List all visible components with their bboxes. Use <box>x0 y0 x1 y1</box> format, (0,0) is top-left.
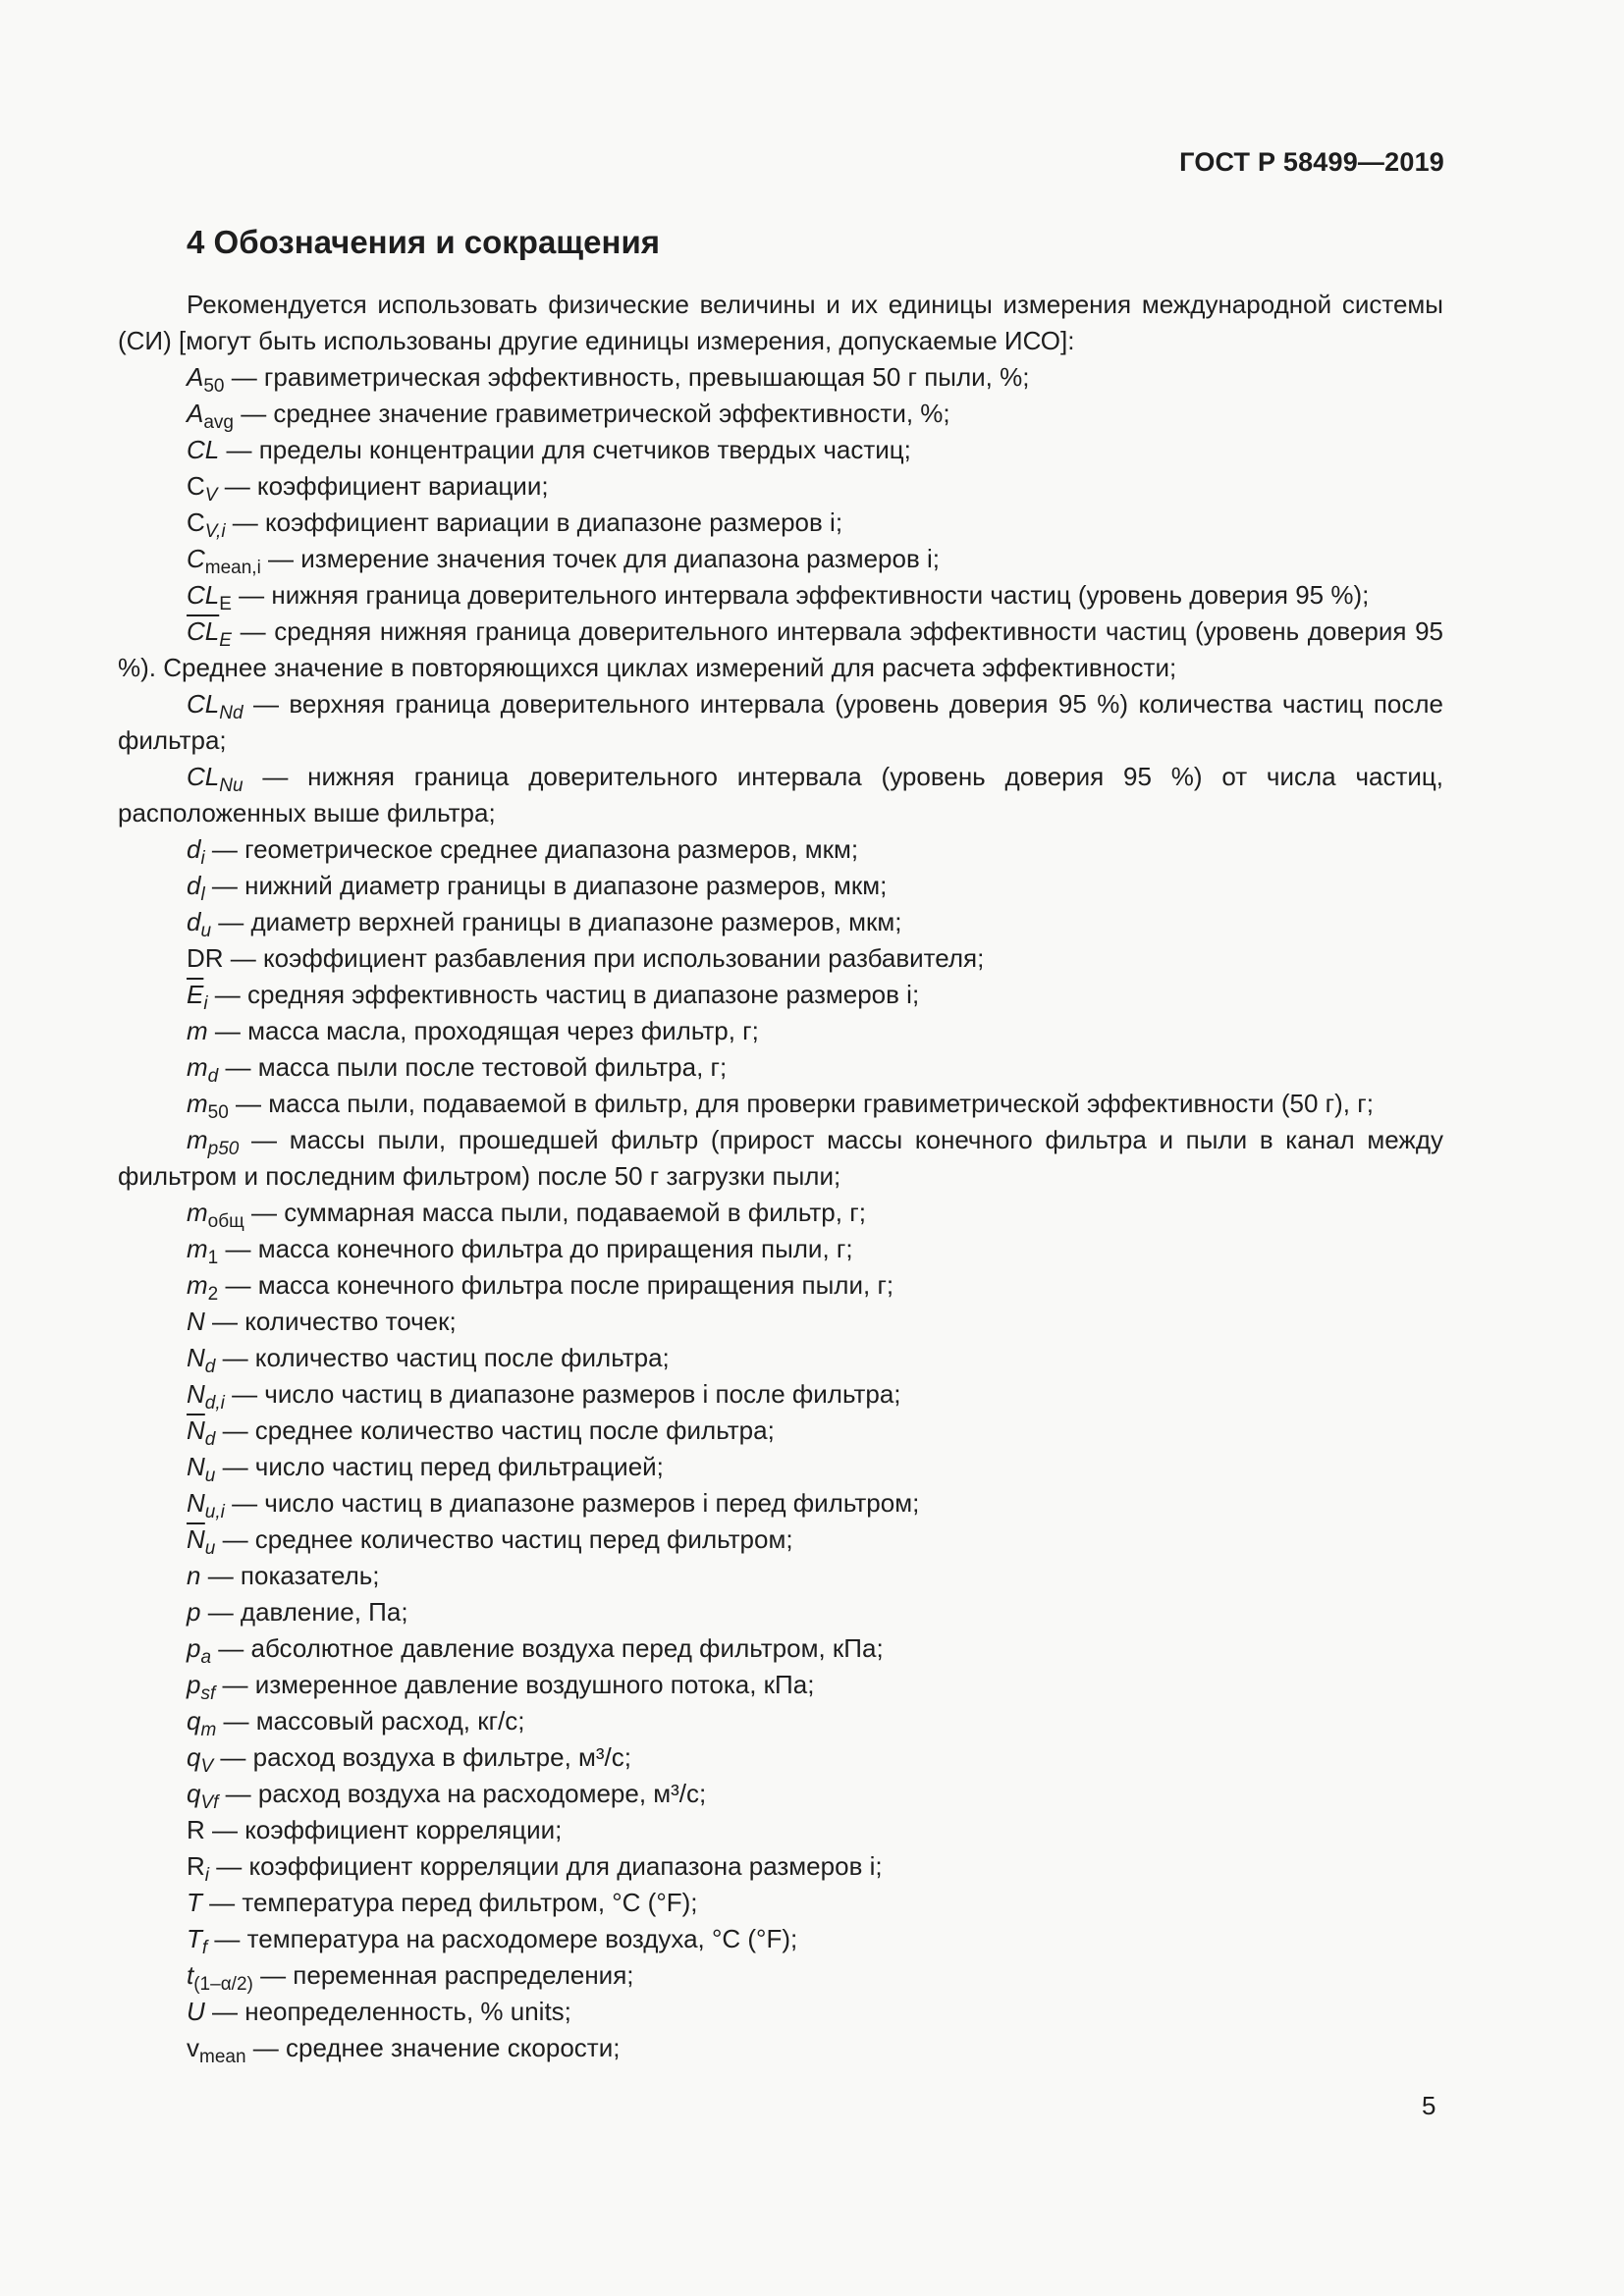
symbol <box>187 1633 212 1668</box>
symbol-subscript: Nu <box>219 775 244 796</box>
symbol <box>187 689 244 723</box>
document-id-header: ГОСТ Р 58499—2019 <box>1179 147 1444 177</box>
symbol-entry <box>118 1304 1443 1340</box>
symbol-entry <box>118 1413 1443 1449</box>
symbol-subscript: mean,i <box>204 558 261 578</box>
symbol <box>187 507 226 542</box>
symbol-description: — количество точек; <box>204 1307 457 1336</box>
symbol-description: — среднее значение гравиметрической эффективности, %; <box>233 399 950 428</box>
symbol-subscript: (1–α/2) <box>193 1974 253 1995</box>
symbol-entry <box>118 1485 1443 1522</box>
symbol-entry <box>118 432 1443 468</box>
symbol-subscript: 50 <box>203 376 225 397</box>
symbol-base: p <box>187 1633 201 1663</box>
symbol-description: — среднее значение скорости; <box>245 2033 621 2062</box>
symbol <box>187 762 244 796</box>
symbol-description: — расход воздуха в фильтре, м³/с; <box>213 1742 632 1772</box>
symbol <box>187 362 225 397</box>
symbol-entry <box>118 1449 1443 1485</box>
symbol-subscript: p50 <box>207 1139 240 1159</box>
symbol-base: m <box>187 1198 208 1227</box>
symbol-base: v <box>187 2033 199 2062</box>
symbol-base: A <box>187 362 204 392</box>
symbol-description: — температура перед фильтром, °C (°F); <box>201 1888 698 1917</box>
symbol-subscript: avg <box>203 412 234 433</box>
symbol-entry <box>118 1013 1443 1049</box>
symbol-subscript: m <box>200 1720 217 1740</box>
symbol-description: — температура на расходомере воздуха, °C (°F); <box>207 1924 798 1953</box>
symbol-description: — диаметр верхней границы в диапазоне размеров, мкм; <box>211 907 902 936</box>
symbol-entry <box>118 1049 1443 1086</box>
symbol-base: R <box>187 1851 205 1881</box>
symbol-entry <box>118 468 1443 505</box>
symbol-base: m <box>187 1125 208 1154</box>
symbol-subscript: f <box>201 1938 208 1958</box>
symbol-entry <box>118 1630 1443 1667</box>
symbol-entry <box>118 1522 1443 1558</box>
symbols-list <box>118 359 1443 2066</box>
symbol-entry <box>118 1376 1443 1413</box>
page-number: 5 <box>1422 2091 1436 2120</box>
symbol-subscript: i <box>200 848 205 869</box>
symbol-subscript: E <box>219 594 232 614</box>
symbol-base: N <box>187 1488 205 1518</box>
symbol-entry <box>118 759 1443 831</box>
symbol-entry <box>118 1848 1443 1885</box>
symbol-subscript: Vf <box>200 1792 219 1813</box>
symbol <box>187 871 205 905</box>
symbol-description: — средняя эффективность частиц в диапазоне размеров i; <box>207 980 920 1009</box>
symbol-base: C <box>187 471 205 501</box>
symbol-entry <box>118 359 1443 396</box>
symbol-entry <box>118 1776 1443 1812</box>
symbol-description: — геометрическое среднее диапазона размеров, мкм; <box>204 834 859 864</box>
symbol-base: $\overline{N}$ <box>187 1524 205 1554</box>
symbol-entry <box>118 1921 1443 1957</box>
symbol <box>187 1052 219 1087</box>
symbol-base: m <box>187 1270 208 1300</box>
symbol-description: — суммарная масса пыли, подаваемой в фильтр, г; <box>244 1198 866 1227</box>
symbol-subscript: V <box>200 1756 214 1777</box>
symbol-base: N <box>187 1343 205 1372</box>
symbol-base: CL <box>187 435 220 464</box>
symbol-subscript: d <box>207 1066 219 1087</box>
symbol <box>187 1997 205 2026</box>
symbol <box>187 1198 244 1232</box>
symbol-base: $\overline{E}$ <box>187 980 204 1009</box>
symbol-description: — нижняя граница доверительного интервала (уровень доверия 95 %) от числа частиц, расположенных выше фильтра; <box>118 762 1443 828</box>
symbol-description: — число частиц перед фильтрацией; <box>215 1452 664 1481</box>
symbol-description: — гравиметрическая эффективность, превышающая 50 г пыли, %; <box>224 362 1030 392</box>
symbol-base: d <box>187 834 201 864</box>
symbol <box>187 1561 200 1590</box>
symbol <box>187 580 232 614</box>
symbol-description: — коэффициент корреляции для диапазона размеров i; <box>209 1851 883 1881</box>
symbol-entry <box>118 1994 1443 2030</box>
symbol-description: — количество частиц после фильтра; <box>215 1343 670 1372</box>
symbol <box>187 907 212 941</box>
symbol-description: — коэффициент вариации в диапазоне размеров i; <box>225 507 843 537</box>
symbol-subscript: общ <box>207 1211 244 1232</box>
symbol-base: T <box>187 1888 202 1917</box>
symbol-base: q <box>187 1742 201 1772</box>
symbol <box>187 834 205 869</box>
symbol <box>187 1016 208 1045</box>
symbol-base: $\overline{N}$ <box>187 1415 205 1445</box>
symbol-entry <box>118 1267 1443 1304</box>
symbol-description: — средняя нижняя граница доверительного интервала эффективности частиц (уровень доверия 95 %). Среднее значение в повторяющихся циклах измерений для расчета эффективности; <box>118 616 1443 682</box>
symbol-base: m <box>187 1052 208 1082</box>
symbol <box>187 616 232 651</box>
symbol-description: — масса пыли, подаваемой в фильтр, для проверки гравиметрической эффективности (50 г), г; <box>228 1089 1374 1118</box>
symbol-entry <box>118 1195 1443 1231</box>
symbol-base: U <box>187 1997 205 2026</box>
symbol-base: q <box>187 1706 201 1735</box>
symbol <box>187 980 208 1014</box>
symbol-base: d <box>187 907 201 936</box>
symbol <box>187 1670 216 1704</box>
symbol-entry <box>118 2030 1443 2066</box>
symbol-base: p <box>187 1670 201 1699</box>
symbol-base: A <box>187 399 204 428</box>
symbol <box>187 1270 219 1305</box>
symbol <box>187 2033 246 2067</box>
symbol-entry <box>118 868 1443 904</box>
symbol-description: — абсолютное давление воздуха перед фильтром, кПа; <box>211 1633 884 1663</box>
symbol <box>187 1960 253 1995</box>
symbol-subscript: V,i <box>204 521 226 542</box>
symbol-entry <box>118 1667 1443 1703</box>
symbol <box>187 399 234 433</box>
symbol-base: m <box>187 1234 208 1263</box>
symbol-description: — число частиц в диапазоне размеров i перед фильтром; <box>224 1488 920 1518</box>
symbol <box>187 1452 216 1486</box>
symbol-entry <box>118 1703 1443 1739</box>
symbol-description: — число частиц в диапазоне размеров i после фильтра; <box>224 1379 901 1409</box>
symbol-description: — верхняя граница доверительного интервала (уровень доверия 95 %) количества частиц после фильтра; <box>118 689 1443 755</box>
symbol-subscript: u <box>200 921 212 941</box>
symbol <box>187 1524 216 1559</box>
symbol <box>187 1597 200 1627</box>
symbol-entry <box>118 1231 1443 1267</box>
symbol-subscript: Nd <box>219 703 244 723</box>
symbol-subscript: d <box>204 1429 216 1450</box>
symbol-entry <box>118 1340 1443 1376</box>
symbol-subscript: l <box>200 884 205 905</box>
symbol-entry <box>118 1739 1443 1776</box>
symbol-entry <box>118 940 1443 977</box>
symbol-subscript: i <box>204 1865 210 1886</box>
symbol-subscript: u,i <box>204 1502 225 1522</box>
symbol <box>187 1742 214 1777</box>
symbol-subscript: 50 <box>207 1102 229 1123</box>
symbol-entry <box>118 977 1443 1013</box>
symbol-subscript: 2 <box>207 1284 219 1305</box>
symbol-entry <box>118 577 1443 614</box>
symbol-subscript: sf <box>200 1683 216 1704</box>
symbol-description: — коэффициент корреляции; <box>204 1815 563 1844</box>
symbol-subscript: i <box>203 993 208 1014</box>
symbol-base: $\overline{CL}$ <box>187 616 220 646</box>
symbol-base: C <box>187 507 205 537</box>
symbol-subscript: mean <box>199 2047 246 2067</box>
symbol <box>187 943 224 973</box>
symbol-description: — масса масла, проходящая через фильтр, г; <box>207 1016 759 1045</box>
symbol-entry <box>118 1558 1443 1594</box>
symbol-base: N <box>187 1379 205 1409</box>
symbol-subscript: a <box>200 1647 212 1668</box>
symbol-entry <box>118 1594 1443 1630</box>
symbol-description: — массовый расход, кг/с; <box>216 1706 525 1735</box>
symbol-entry <box>118 904 1443 940</box>
symbol-entry <box>118 541 1443 577</box>
symbol-base: d <box>187 871 201 900</box>
symbol <box>187 1234 219 1268</box>
symbol-base: C <box>187 544 205 573</box>
symbol-base: m <box>187 1016 208 1045</box>
symbol <box>187 435 219 464</box>
symbol <box>187 1888 202 1917</box>
symbol-description: — масса конечного фильтра до приращения пыли, г; <box>218 1234 853 1263</box>
symbol-entry <box>118 1957 1443 1994</box>
symbol <box>187 1089 229 1123</box>
symbol-description: — коэффициент вариации; <box>217 471 549 501</box>
symbol-entry <box>118 614 1443 686</box>
symbol <box>187 471 218 506</box>
symbol-subscript: u <box>204 1466 216 1486</box>
symbol <box>187 1307 205 1336</box>
symbol <box>187 1924 208 1958</box>
intro-paragraph: Рекомендуется использовать физические величины и их единицы измерения международной системы (СИ) [могут быть использованы другие единицы измерения, допускаемые ИСО]: <box>118 290 1443 355</box>
symbol-entry <box>118 1812 1443 1848</box>
symbol-description: — показатель; <box>200 1561 380 1590</box>
symbol-description: — масса пыли после тестовой фильтра, г; <box>218 1052 728 1082</box>
section-title: 4 Обозначения и сокращения <box>187 224 660 260</box>
symbol-base: CL <box>187 580 220 610</box>
symbol-entry <box>118 1885 1443 1921</box>
symbol-description: — неопределенность, % units; <box>204 1997 571 2026</box>
symbol <box>187 1415 216 1450</box>
symbol-description: — среднее количество частиц перед фильтром; <box>215 1524 793 1554</box>
symbol-base: R <box>187 1815 205 1844</box>
symbol <box>187 1779 219 1813</box>
symbol-base: t <box>187 1960 194 1990</box>
symbol-subscript: E <box>219 630 232 651</box>
symbol <box>187 1815 205 1844</box>
symbol-entry <box>118 1086 1443 1122</box>
symbol-base: N <box>187 1307 205 1336</box>
symbol-description: — переменная распределения; <box>252 1960 634 1990</box>
symbol-base: p <box>187 1597 201 1627</box>
symbol-subscript: d,i <box>204 1393 225 1414</box>
symbol-description: — нижняя граница доверительного интервала эффективности частиц (уровень доверия 95 %); <box>231 580 1370 610</box>
symbol-description: — пределы концентрации для счетчиков твердых частиц; <box>219 435 911 464</box>
symbol <box>187 1851 210 1886</box>
symbol-entry <box>118 505 1443 541</box>
symbol <box>187 1706 217 1740</box>
symbol-base: T <box>187 1924 202 1953</box>
symbol-entry <box>118 831 1443 868</box>
symbol-base: q <box>187 1779 201 1808</box>
symbol <box>187 1488 225 1522</box>
symbol <box>187 1125 240 1159</box>
symbol-description: — измеренное давление воздушного потока, кПа; <box>215 1670 815 1699</box>
symbol-subscript: d <box>204 1357 216 1377</box>
symbol <box>187 1343 216 1377</box>
symbol-base: CL <box>187 689 220 719</box>
section-body <box>118 287 1443 2066</box>
symbol-base: N <box>187 1452 205 1481</box>
symbol-base: DR <box>187 943 224 973</box>
symbol-description: — давление, Па; <box>200 1597 408 1627</box>
symbol-base: n <box>187 1561 201 1590</box>
symbol <box>187 1379 225 1414</box>
symbol-description: — коэффициент разбавления при использовании разбавителя; <box>223 943 985 973</box>
symbol <box>187 544 261 578</box>
symbol-description: — масса конечного фильтра после приращения пыли, г; <box>218 1270 894 1300</box>
symbol-subscript: 1 <box>207 1248 219 1268</box>
symbol-description: — расход воздуха на расходомере, м³/с; <box>218 1779 707 1808</box>
symbol-base: m <box>187 1089 208 1118</box>
symbol-entry <box>118 396 1443 432</box>
symbol-base: CL <box>187 762 220 791</box>
symbol-description: — среднее количество частиц после фильтра; <box>215 1415 775 1445</box>
symbol-entry <box>118 1122 1443 1195</box>
symbol-subscript: u <box>204 1538 216 1559</box>
symbol-entry <box>118 686 1443 759</box>
symbol-description: — измерение значения точек для диапазона размеров i; <box>260 544 941 573</box>
symbol-description: — массы пыли, прошедшей фильтр (прирост массы конечного фильтра и пыли в канал между фильтром и последним фильтром) после 50 г загрузки пыли; <box>118 1125 1443 1191</box>
symbol-subscript: V <box>204 485 218 506</box>
symbol-description: — нижний диаметр границы в диапазоне размеров, мкм; <box>204 871 888 900</box>
